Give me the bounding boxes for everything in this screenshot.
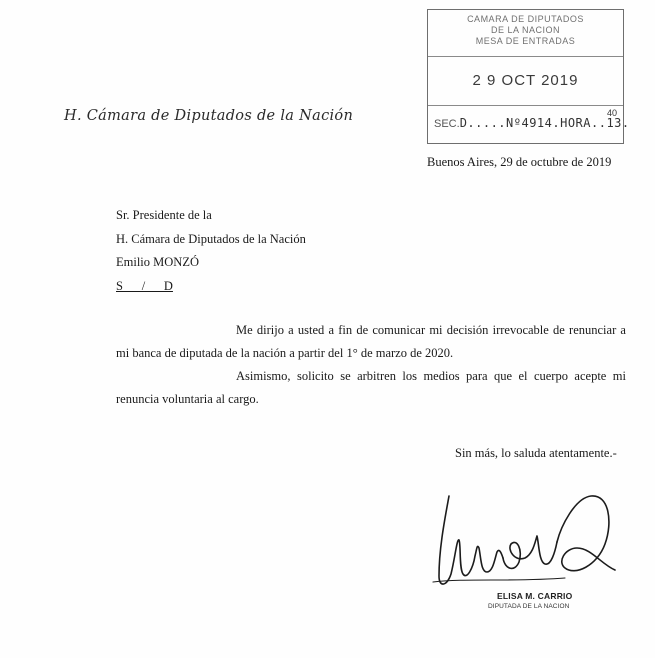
body-paragraph-2: Asimismo, solicito se arbitren los medios para que el cuerpo acepte mi renuncia voluntaria al cargo. [116,369,626,406]
addressee-sd: S / D [116,278,173,293]
stamp-sec-handwritten: D.....Nº4914.HORA..13. [459,116,630,130]
stamp-line-2: DE LA NACION [490,25,561,35]
addressee-line-2: H. Cámara de Diputados de la Nación [116,231,306,246]
stamp-header [428,10,623,57]
stamp-date: 2 9 OCT 2019 [428,57,623,106]
letter-body [116,319,626,411]
addressee-line-1: Sr. Presidente de la [116,208,212,222]
handwritten-signature [425,478,635,598]
signature-name: ELISA M. CARRIO [497,591,573,601]
addressee-line-3: Emilio MONZÓ [116,255,199,269]
stamp-line-1: CAMARA DE DIPUTADOS [467,14,584,24]
body-paragraph-1: Me dirijo a usted a fin de comunicar mi decisión irrevocable de renunciar a mi banca de diputada de la nación a partir del 1° de marzo de 2020. [116,323,626,360]
closing-line: Sin más, lo saluda atentamente.- [455,446,617,460]
addressee-block [116,204,306,298]
letter-date: Buenos Aires, 29 de octubre de 2019 [427,155,612,169]
stamp-sec-label: SEC. [434,118,460,130]
stamp-line-3: MESA DE ENTRADAS [475,36,576,46]
stamp-section [428,106,630,144]
stamp-sec-superscript: 40 [606,108,617,118]
signature-title: DIPUTADA DE LA NACION [488,603,570,610]
letterhead-institution: H. Cámara de Diputados de la Nación [64,108,354,124]
reception-stamp [427,9,630,144]
